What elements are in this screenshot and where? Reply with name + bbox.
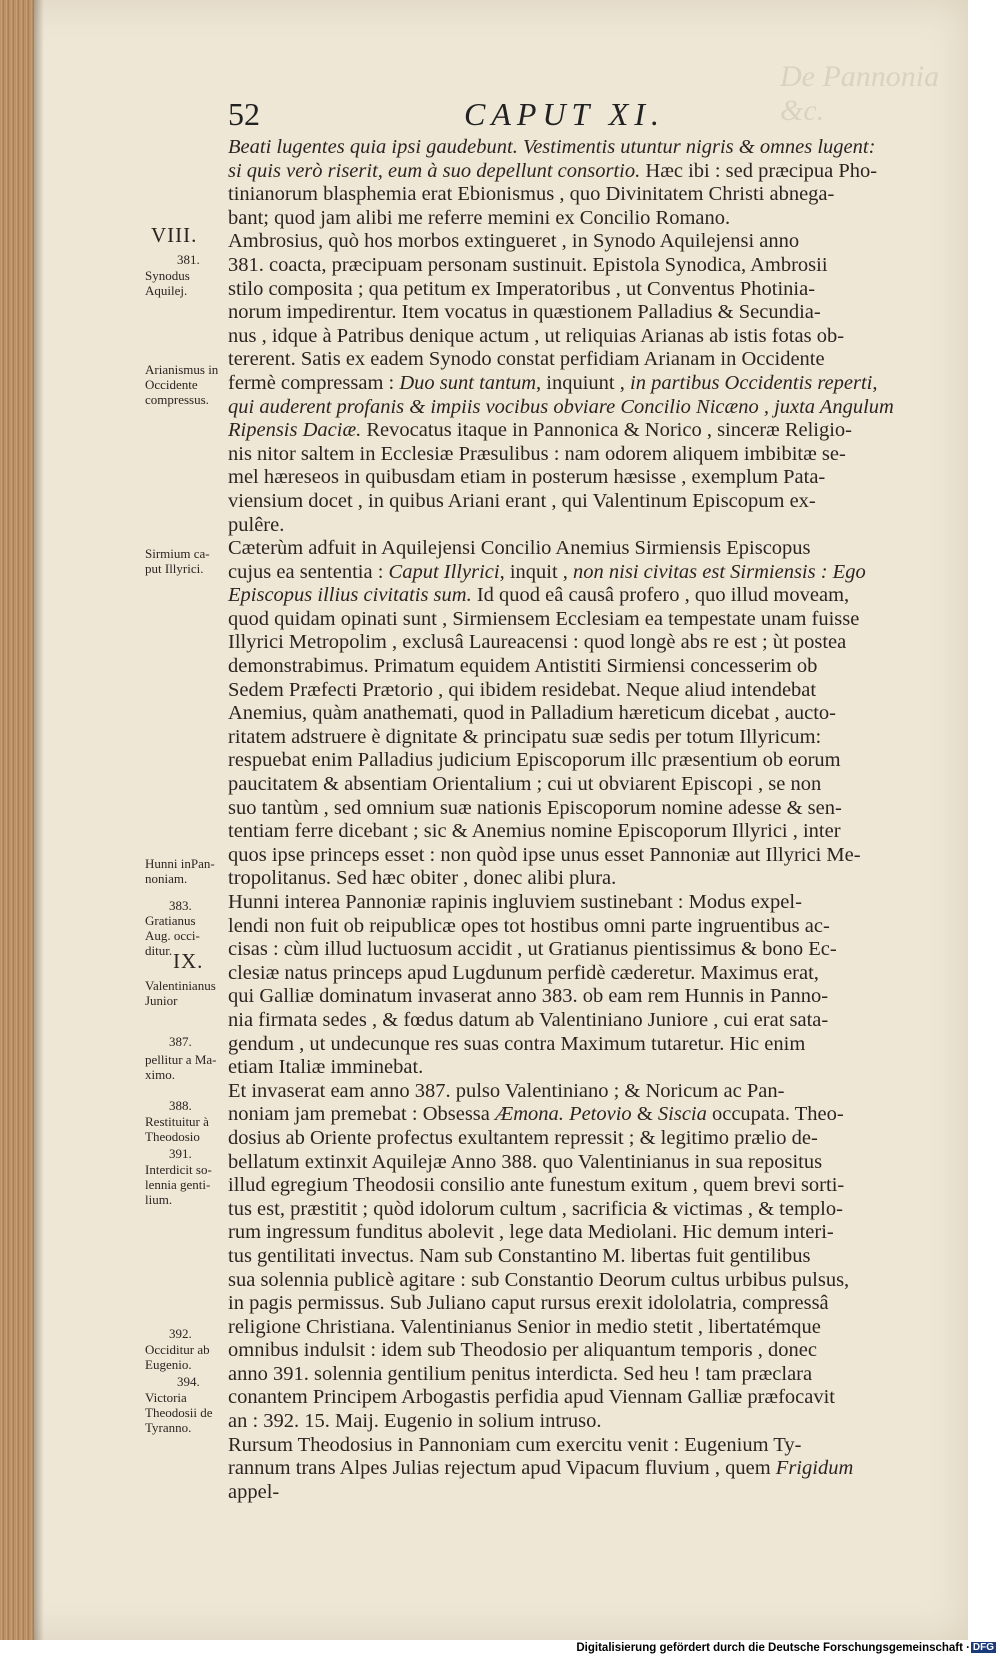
text-span: fermè compressam :: [228, 371, 400, 394]
text-line: [228, 1080, 948, 1104]
text-line: [228, 1221, 948, 1245]
margin-note-victoria: [145, 1390, 213, 1435]
text-span: noniam jam premebat : Obsessa: [228, 1103, 496, 1126]
text-span: Sedem Præfecti Prætorio , qui ibidem residebat. Neque aliud intendebat: [228, 678, 817, 701]
text-line: [228, 207, 948, 231]
margin-note-y392: 392.: [169, 1326, 192, 1341]
text-line: [228, 985, 948, 1009]
margin-note-line: Occidente: [145, 377, 198, 392]
page-number: 52: [228, 96, 260, 132]
text-span: tus gentilitati invectus. Nam sub Constantino M. libertas fuit gentilibus: [228, 1244, 811, 1267]
text-span: , inquiunt ,: [536, 371, 630, 394]
italic-span: non nisi civitas est Sirmiensis : Ego: [573, 560, 866, 583]
text-span: , inquit ,: [499, 560, 574, 583]
text-line: [228, 655, 948, 679]
italic-span: si quis verò riserit, eum à suo depellunt consortio.: [228, 159, 641, 182]
text-line: [228, 537, 948, 561]
text-span: nis nitor saltem in Ecclesiæ Præsulibus : nam odorem aliquem imbibitæ se-: [228, 442, 846, 465]
italic-span: Episcopus illius civitatis sum.: [228, 584, 472, 607]
text-line: [228, 867, 948, 891]
margin-note-line: Occiditur ab: [145, 1342, 210, 1357]
text-line: [228, 254, 948, 278]
text-line: [228, 1410, 948, 1434]
margin-note-synodus: [145, 268, 190, 298]
margin-note-line: Gratianus: [145, 913, 196, 928]
text-span: rannum trans Alpes Julias rejectum apud Vipacum fluvium , quem: [228, 1457, 776, 1480]
italic-span: Caput Illyrici: [388, 560, 500, 583]
margin-note-line: noniam.: [145, 871, 188, 886]
text-span: lendi non fuit ob reipublicæ opes tot hostibus omni parte ingruentibus ac-: [228, 914, 830, 937]
text-span: nus , idque à Patribus denique actum , ut reliquias Arianas ab istis fotas ob-: [228, 324, 845, 347]
text-line: [228, 631, 948, 655]
text-span: 381. coacta, præcipuam personam sustinuit. Epistola Synodica, Ambrosii: [228, 253, 828, 276]
margin-note-line: Aug. occi-: [145, 928, 200, 943]
bleed-through-text: De Pannonia &c.: [780, 60, 940, 127]
text-span: tus est, præstitit ; quòd idolorum cultum , sacrificia & victimas , & templo-: [228, 1197, 843, 1220]
margin-note-interdicit: [145, 1162, 212, 1207]
margin-note-line: Tyranno.: [145, 1420, 192, 1435]
margin-note-line: Theodosii de: [145, 1405, 213, 1420]
margin-note-line: Victoria: [145, 1390, 187, 1405]
text-line: [228, 1198, 948, 1222]
margin-note-occiditur: [145, 1342, 210, 1372]
text-span: anno 391. solennia gentilium penitus interdicta. Sed heu ! tam præclara: [228, 1362, 813, 1385]
margin-note-line: Hunni inPan-: [145, 856, 215, 871]
margin-note-line: Theodosio: [145, 1129, 200, 1144]
italic-span: Duo sunt tantum: [399, 371, 537, 394]
italic-span: in partibus Occidentis reperti,: [630, 371, 878, 394]
text-line: [228, 419, 948, 443]
text-span: tentiam ferre dicebant ; sic & Anemius nomine Episcoporum Illyrici , inter: [228, 820, 841, 843]
text-span: an : 392. 15. Maij. Eugenio in solium intruso.: [228, 1410, 602, 1433]
margin-note-line: Arianismus in: [145, 362, 219, 377]
margin-note-y383: 383.: [169, 898, 192, 913]
text-line: [228, 136, 948, 160]
text-span: Hæc ibi : sed præcipua Pho-: [640, 159, 878, 182]
margin-note-line: pellitur a Ma-: [145, 1052, 217, 1067]
text-span: Id quod eâ causâ profero , quo illud moveam,: [471, 584, 850, 607]
text-span: qui Galliæ dominatum invaserat anno 383. ob eam rem Hunnis in Panno-: [228, 985, 829, 1008]
text-line: [228, 1386, 948, 1410]
text-span: dosius ab Oriente profectus exultantem repressit ; & legitimo prælio de-: [228, 1126, 818, 1149]
text-span: viensium docet , in quibus Ariani erant , qui Valentinum Episcopum ex-: [228, 489, 816, 512]
text-span: pulêre.: [228, 513, 285, 536]
text-span: Revocatus itaque in Pannonica & Norico , sinceræ Religio-: [361, 419, 852, 442]
text-line: [228, 1457, 948, 1481]
text-line: [228, 962, 948, 986]
text-span: tropolitanus. Sed hæc obiter , donec alibi plura.: [228, 867, 617, 890]
margin-note-line: Valentinianus: [145, 978, 216, 993]
text-span: suo tantùm , sed omnium suæ nationis Episcoporum nomine adesse & sen-: [228, 796, 842, 819]
text-line: [228, 1245, 948, 1269]
margin-note-line: lium.: [145, 1192, 173, 1207]
text-span: rum ingressum funditus abolevit , lege data Mediolani. Hic demum interi-: [228, 1221, 834, 1244]
italic-span: Frigidum: [775, 1457, 854, 1480]
text-line: [228, 278, 948, 302]
text-span: quos ipse princeps esset : non quòd ipse unus esset Pannoniæ aut Illyrici Me-: [228, 843, 861, 866]
text-line: [228, 820, 948, 844]
text-span: clesiæ natus princeps apud Lugdunum perfidè cæderetur. Maximus erat,: [228, 961, 819, 984]
margin-note-hunni: [145, 856, 215, 886]
text-span: demonstrabimus. Primatum equidem Antistiti Sirmiensi concesserim ob: [228, 655, 818, 678]
dfg-logo: DFG: [972, 1642, 994, 1653]
margin-note-valentinianus: [145, 978, 216, 1008]
text-span: nia firmata sedes , & fœdus datum ab Valentiniano Juniore , cui erat sata-: [228, 1008, 829, 1031]
body-text: [228, 136, 948, 1504]
margin-note-line: ditur.: [145, 943, 173, 958]
running-title: CAPUT XI.: [464, 96, 665, 132]
text-line: [228, 1127, 948, 1151]
spine-shadow: [34, 0, 44, 1640]
text-line: [228, 844, 948, 868]
margin-note-line: Sirmium ca-: [145, 546, 210, 561]
text-span: Hunni interea Pannoniæ rapinis ingluviem sustinebant : Modus expel-: [228, 891, 802, 913]
text-line: [228, 1033, 948, 1057]
margin-note-y387: 387.: [169, 1034, 192, 1049]
text-span: ritatem adstruere è dignitate & principatu suæ sedis per totum Illyricum:: [228, 725, 822, 748]
text-line: [228, 1009, 948, 1033]
italic-span: Ripensis Daciæ.: [228, 419, 362, 442]
text-span: illud egregium Theodosii consilio ante funestum exitum , quem brevi sorti-: [228, 1174, 845, 1197]
text-span: bellatum extinxit Aquilejæ Anno 388. quo Valentinianus in sua repositus: [228, 1150, 823, 1173]
footer-credit: Digitalisierung gefördert durch die Deutsche Forschungsgemeinschaft ·: [576, 1642, 970, 1654]
text-line: [228, 301, 948, 325]
text-line: [228, 584, 948, 608]
margin-note-line: Synodus: [145, 268, 190, 283]
text-span: tererent. Satis ex eadem Synodo constat perfidiam Arianam in Occidente: [228, 348, 825, 371]
text-line: [228, 702, 948, 726]
page-header: [228, 96, 908, 136]
text-span: etiam Italiæ imminebat.: [228, 1056, 424, 1079]
text-line: [228, 348, 948, 372]
text-line: [228, 396, 948, 420]
text-line: [228, 773, 948, 797]
text-line: [228, 1363, 948, 1387]
text-line: [228, 1481, 948, 1505]
text-span: Ambrosius, quò hos morbos extingueret , in Synodo Aquilejensi anno: [228, 230, 800, 253]
text-line: [228, 230, 948, 254]
text-line: [228, 466, 948, 490]
text-line: [228, 679, 948, 703]
text-line: [228, 183, 948, 207]
text-span: &: [631, 1103, 658, 1126]
text-span: Anemius, quàm anathemati, quod in Palladium hæreticum dicebat , aucto-: [228, 702, 837, 725]
text-line: [228, 938, 948, 962]
text-line: [228, 1056, 948, 1080]
margin-note-line: Restituitur à: [145, 1114, 209, 1129]
text-line: [228, 372, 948, 396]
text-line: [228, 1103, 948, 1127]
text-span: cisas : cùm illud luctuosum accidit , ut Gratianus pientissimus & bono Ec-: [228, 938, 837, 961]
italic-span: Beati lugentes quia ipsi gaudebunt. Vestimentis utuntur nigris & omnes lugent:: [228, 136, 876, 158]
text-line: [228, 443, 948, 467]
margin-note-sec-8: VIII.: [151, 223, 198, 247]
text-span: appel-: [228, 1480, 280, 1503]
text-span: conantem Principem Arbogastis perfidia apud Viennam Galliæ præfocavit: [228, 1386, 835, 1409]
margin-note-arian: [145, 362, 218, 407]
margin-note-y394: 394.: [177, 1374, 200, 1389]
text-line: [228, 1151, 948, 1175]
margin-note-line: ximo.: [145, 1067, 175, 1082]
text-span: mel hæreseos in quibusdam etiam in posterum hæsisse , exemplum Pata-: [228, 466, 826, 489]
text-line: [228, 891, 948, 915]
italic-span: qui auderent profanis & impiis vocibus obviare Concilio Nicæno , juxta Angulum: [228, 395, 894, 418]
margin-note-line: lennia genti-: [145, 1177, 211, 1192]
italic-span: Æmona.: [495, 1103, 564, 1126]
text-line: [228, 915, 948, 939]
text-line: [228, 726, 948, 750]
text-line: [228, 561, 948, 585]
text-span: norum impedirentur. Item vocatus in quæstionem Palladius & Secundia-: [228, 301, 821, 324]
text-span: paucitatem & absentiam Orientalium ; cui ut obviarent Episcopi , se non: [228, 773, 822, 796]
margin-note-line: Aquilej.: [145, 283, 188, 298]
text-span: religione Christiana. Valentinianus Senior in medio stetit , libertatémque: [228, 1315, 821, 1338]
text-line: [228, 160, 948, 184]
text-span: sua solennia publicè agitare : sub Constantio Deorum cultus urbibus pulsus,: [228, 1268, 850, 1291]
italic-span: Petovio: [569, 1103, 632, 1126]
text-span: cujus ea sententia :: [228, 560, 389, 583]
margin-note-line: compressus.: [145, 392, 209, 407]
margin-note-line: Junior: [145, 993, 178, 1008]
text-span: stilo composita ; qua petitum ex Imperatoribus , ut Conventus Photinia-: [228, 277, 816, 300]
text-line: [228, 1174, 948, 1198]
margin-note-y391: 391.: [169, 1146, 192, 1161]
text-line: [228, 1316, 948, 1340]
margin-note-line: put Illyrici.: [145, 561, 204, 576]
text-line: [228, 1434, 948, 1458]
book-spine: [0, 0, 34, 1640]
margin-note-sec-9: IX.: [173, 949, 204, 973]
text-line: [228, 797, 948, 821]
text-span: respuebat enim Palladius judicium Episcoporum illc præsentium ob eorum: [228, 749, 841, 772]
text-span: in pagis permissus. Sub Juliano caput rursus erexit idololatria, compressâ: [228, 1292, 829, 1315]
text-line: [228, 1269, 948, 1293]
text-span: Illyrici Metropolim , exclusâ Laureacensi : quod longè abs re est ; ùt postea: [228, 631, 847, 654]
text-span: omnibus indulsit : idem sub Theodosio per aliquantum temporis , donec: [228, 1339, 817, 1362]
text-span: Rursum Theodosius in Pannoniam cum exercitu venit : Eugenium Ty-: [228, 1433, 802, 1456]
text-span: quod quidam opinati sunt , Sirmiensem Ecclesiam ea tempestate unam fuisse: [228, 607, 860, 630]
text-line: [228, 608, 948, 632]
text-span: gendum , ut undecunque res suas contra Maximum tutaretur. Hic enim: [228, 1032, 806, 1055]
text-line: [228, 514, 948, 538]
text-line: [228, 749, 948, 773]
margin-note-y381: 381.: [177, 252, 200, 267]
text-span: occupata. Theo-: [706, 1103, 844, 1126]
margin-note-sirmium: [145, 546, 210, 576]
text-span: bant; quod jam alibi me referre memini ex Concilio Romano.: [228, 206, 731, 229]
margin-note-line: Eugenio.: [145, 1357, 192, 1372]
margin-note-y388: 388.: [169, 1098, 192, 1113]
text-span: tinianorum blasphemia erat Ebionismus , quo Divinitatem Christi abnega-: [228, 183, 835, 206]
margin-note-restituitur: [145, 1114, 209, 1144]
margin-note-line: Interdicit so-: [145, 1162, 212, 1177]
text-line: [228, 1339, 948, 1363]
margin-note-pellitur: [145, 1052, 216, 1082]
text-line: [228, 490, 948, 514]
italic-span: Siscia: [657, 1103, 707, 1126]
text-line: [228, 1292, 948, 1316]
text-span: Et invaserat eam anno 387. pulso Valentiniano ; & Noricum ac Pan-: [228, 1079, 785, 1102]
text-line: [228, 325, 948, 349]
text-span: Cæterùm adfuit in Aquilejensi Concilio Anemius Sirmiensis Episcopus: [228, 537, 811, 560]
digitization-footer: [0, 1640, 1000, 1658]
